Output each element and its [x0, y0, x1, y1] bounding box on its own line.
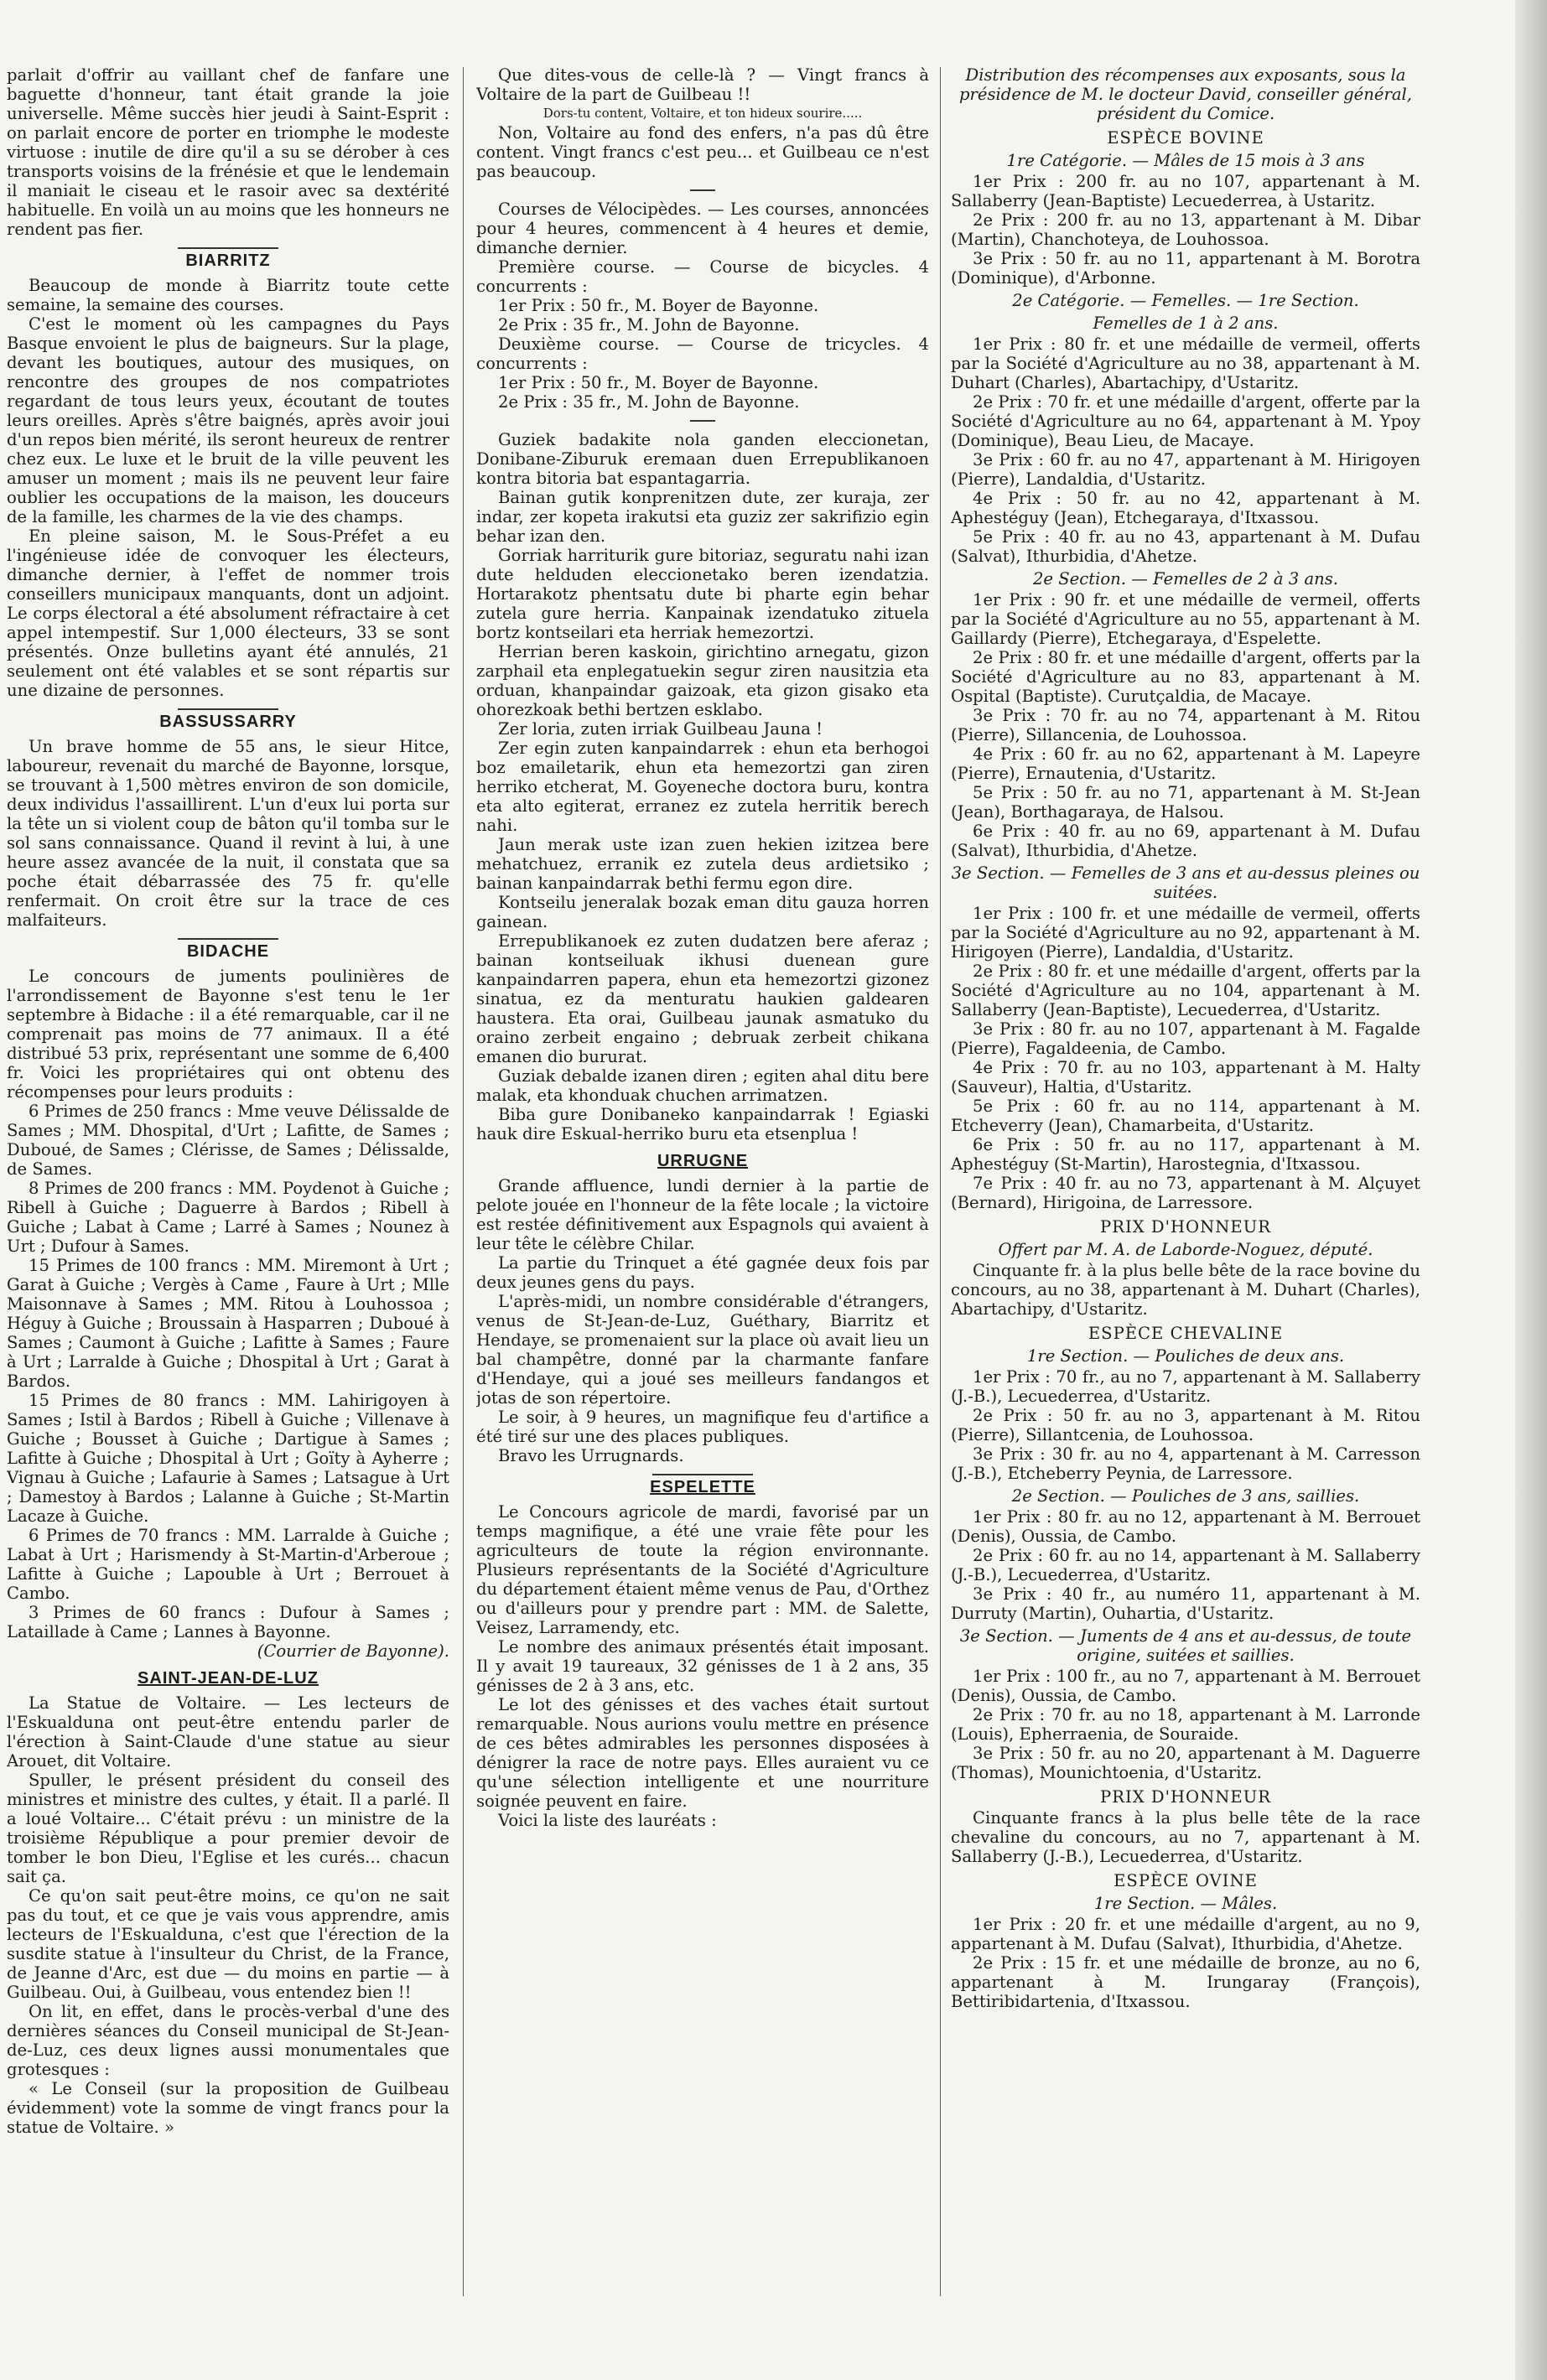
paragraph: 1er Prix : 50 fr., M. Boyer de Bayonne. [498, 373, 819, 392]
prize-entry: 6e Prix : 40 fr. au no 69, appartenant à M. Dufau (Salvat), Ithurbidia, d'Ahetze. [951, 822, 1420, 860]
section-heading: URRUGNE [657, 1152, 749, 1170]
category-heading: 2e Section. — Femelles de 2 à 3 ans. [1032, 569, 1339, 589]
paragraph: 15 Primes de 80 francs : MM. Lahirigoyen à Sames ; Istil à Bardos ; Ribell à Guiche ; Villenave à Guiche ; Bousset à Guiche ; Dartigue à Sames ; Lafitte à Guiche ; Dhospital à Urt ; Goïty à Ayherre ; Vignau à Guiche ; Lafaurie à Sames ; Latsague à Urt ; Damestoy à Bardos ; Lalanne à Guiche ; St-Martin Lacaze à Guiche. [7, 1391, 449, 1526]
prize-entry: 1er Prix : 100 fr., au no 7, appartenant à M. Berrouet (Denis), Oussia, de Cambo. [951, 1667, 1420, 1705]
prize-entry: 1er Prix : 20 fr. et une médaille d'argent, au no 9, appartenant à M. Dufau (Salvat), Ithurbidia, d'Ahetze. [951, 1915, 1420, 1953]
honour-offered-by: Offert par M. A. de Laborde-Noguez, député. [998, 1240, 1373, 1259]
paragraph: 8 Primes de 200 francs : MM. Poydenot à Guiche ; Ribell à Guiche ; Daguerre à Bardos ; Ribell à Guiche ; Labat à Came ; Larré à Sames ; Nounez à Urt ; Dufour à Sames. [7, 1179, 449, 1256]
paragraph: On lit, en effet, dans le procès-verbal d'une des dernières séances du Conseil municipal de St-Jean-de-Luz, ces deux lignes aussi monumentales que grotesques : [7, 2002, 449, 2079]
page-spine-edge [1515, 0, 1547, 2380]
paragraph: Guziek badakite nola ganden eleccionetan, Donibane-Ziburuk eremaan duen Errepublikanoen kontra bitoria bat espantagarria. [476, 430, 929, 488]
species-heading: ESPÈCE CHEVALINE [1088, 1324, 1284, 1343]
paragraph: 6 Primes de 70 francs : MM. Larralde à Guiche ; Labat à Urt ; Harismendy à St-Martin-d'Arberoue ; Lafitte à Guiche ; Lapouble à Urt ; Berrouet à Cambo. [7, 1526, 449, 1603]
category-heading: 1re Section. — Pouliches de deux ans. [1026, 1346, 1345, 1366]
paragraph: 6 Primes de 250 francs : Mme veuve Délissalde de Sames ; MM. Dhospital, d'Urt ; Lafitte, de Sames ; Duboué, de Sames ; Clérisse, de Sames ; Délissalde, de Sames. [7, 1102, 449, 1179]
column-rule [463, 67, 464, 2296]
paragraph: Kontseilu jeneralak bozak eman ditu gauza horren gainean. [476, 893, 929, 931]
category-heading: 2e Catégorie. — Femelles. — 1re Section. [1012, 291, 1359, 310]
paragraph: Spuller, le présent président du conseil des ministres et ministre des cultes, y était. Il a parlé. Il a loué Voltaire... C'était prévu : un ministre de la troisième République a pour premier devoir de tomber le bon Dieu, l'Eglise et les curés... chacun sait ça. [7, 1771, 449, 1886]
prize-entry: 2e Prix : 50 fr. au no 3, appartenant à M. Ritou (Pierre), Sillantcenia, de Louhossoa. [951, 1406, 1420, 1444]
section-heading: BASSUSSARRY [7, 708, 449, 732]
prize-entry: 3e Prix : 50 fr. au no 20, appartenant à M. Daguerre (Thomas), Mounichtoenia, d'Ustaritz. [951, 1744, 1420, 1782]
paragraph: Herrian beren kaskoin, girichtino arnegatu, gizon zarphail eta enplegatuekin segur ziren nausitzia eta orduan, khanpaindar gaizoak, eta gizon gisako eta ohorezkoak bethi bertzen esklabo. [476, 642, 929, 719]
category-heading: 3e Section. — Juments de 4 ans et au-dessus, de toute origine, suitées et saillies. [959, 1626, 1412, 1665]
prize-entry: 4e Prix : 60 fr. au no 62, appartenant à M. Lapeyre (Pierre), Ernautenia, d'Ustaritz. [951, 744, 1420, 783]
paragraph: 1er Prix : 50 fr., M. Boyer de Bayonne. [498, 296, 819, 315]
species-heading: ESPÈCE BOVINE [1107, 128, 1264, 148]
paragraph: Le nombre des animaux présentés était imposant. Il y avait 19 taureaux, 32 génisses de 1 à 2 ans, 35 génisses de 2 à 3 ans, etc. [476, 1637, 929, 1695]
prize-entry: 2e Prix : 200 fr. au no 13, appartenant à M. Dibar (Martin), Chanchoteya, de Louhossoa. [951, 210, 1420, 249]
paragraph: L'après-midi, un nombre considérable d'étrangers, venus de St-Jean-de-Luz, Guéthary, Biarritz et Hendaye, se promenaient sur la place où avait lieu un bal champêtre, donné par la charmante fanfare d'Hendaye, qui a joué ses meilleurs fandangos et jotas de son répertoire. [476, 1292, 929, 1408]
prize-entry: 7e Prix : 40 fr. au no 73, appartenant à M. Alçuyet (Bernard), Hirigoina, de Larressore. [951, 1174, 1420, 1212]
category-subheading: Femelles de 1 à 2 ans. [1093, 314, 1279, 333]
paragraph: Non, Voltaire au fond des enfers, n'a pas dû être content. Vingt francs c'est peu... et Guilbeau ce n'est pas beaucoup. [476, 123, 929, 181]
paragraph: 3 Primes de 60 francs : Dufour à Sames ; Lataillade à Came ; Lannes à Bayonne. [7, 1603, 449, 1641]
prize-entry: 5e Prix : 50 fr. au no 71, appartenant à M. St-Jean (Jean), Borthagaraya, de Halsou. [951, 783, 1420, 822]
section-heading: ESPELETTE [476, 1474, 929, 1497]
divider [690, 420, 715, 422]
divider [690, 189, 715, 191]
column-2 [476, 65, 929, 2330]
prize-entry: 3e Prix : 60 fr. au no 47, appartenant à M. Hirigoyen (Pierre), Landaldia, d'Ustaritz. [951, 450, 1420, 489]
paragraph: 2e Prix : 35 fr., M. John de Bayonne. [498, 392, 800, 412]
paragraph: Deuxième course. — Course de tricycles. 4 concurrents : [476, 334, 929, 373]
quote-line: Dors-tu content, Voltaire, et ton hideux sourire..... [542, 106, 863, 121]
section-heading: BIARRITZ [7, 247, 449, 271]
paragraph: La partie du Trinquet a été gagnée deux fois par deux jeunes gens du pays. [476, 1253, 929, 1292]
paragraph: Le soir, à 9 heures, un magnifique feu d'artifice a été tiré sur une des places publiques. [476, 1408, 929, 1446]
prize-entry: 4e Prix : 50 fr. au no 42, appartenant à M. Aphestéguy (Jean), Etchegaraya, d'Itxassou. [951, 489, 1420, 527]
prize-entry: 3e Prix : 50 fr. au no 11, appartenant à M. Borotra (Dominique), d'Arbonne. [951, 249, 1420, 288]
prize-entry: 3e Prix : 70 fr. au no 74, appartenant à M. Ritou (Pierre), Sillancenia, de Louhossoa. [951, 706, 1420, 744]
paragraph: Grande affluence, lundi dernier à la partie de pelote jouée en l'honneur de la fête locale ; la victoire est restée définitivement aux Espagnols qui avaient à leur tête le célèbre Chilar. [476, 1176, 929, 1253]
prize-entry: 1er Prix : 90 fr. et une médaille de vermeil, offerts par la Société d'Agriculture au no 55, appartenant à M. Gaillardy (Pierre), Etchegaraya, d'Espelette. [951, 590, 1420, 648]
paragraph: Zer loria, zuten irriak Guilbeau Jauna ! [498, 719, 823, 739]
column-rule [940, 67, 941, 2296]
prize-entry: 1er Prix : 70 fr., au no 7, appartenant à M. Sallaberry (J.-B.), Lecuederrea, d'Ustaritz. [951, 1367, 1420, 1406]
prize-entry: 2e Prix : 15 fr. et une médaille de bronze, au no 6, appartenant à M. Irungaray (François), Bettiribidartenia, d'Itxassou. [951, 1953, 1420, 2011]
prize-entry: Cinquante fr. à la plus belle bête de la race bovine du concours, au no 38, appartenant à M. Duhart (Charles), Abartachipy, d'Ustaritz. [951, 1261, 1420, 1319]
prize-entry: 2e Prix : 80 fr. et une médaille d'argent, offerts par la Société d'Agriculture au no 104, appartenant à M. Sallaberry (Jean-Baptiste), Lecuederrea, d'Ustaritz. [951, 962, 1420, 1019]
prize-entry: 1er Prix : 100 fr. et une médaille de vermeil, offerts par la Société d'Agriculture au no 92, appartenant à M. Hirigoyen (Pierre), Landaldia, d'Ustaritz. [951, 904, 1420, 962]
paragraph: En pleine saison, M. le Sous-Préfet a eu l'ingénieuse idée de convoquer les électeurs, dimanche dernier, à l'effet de nommer trois conseillers municipaux manquants, dont un adjoint. Le corps électoral a été absolument réfractaire à cet appel intempestif. Sur 1,000 électeurs, 33 se sont présentés. Onze bulletins ayant été annulés, 21 seulement ont été valables et se sont répartis sur une dizaine de personnes. [7, 526, 449, 700]
paragraph: Le lot des génisses et des vaches était surtout remarquable. Nous aurions voulu mettre en présence de ces bêtes admirables les personnes disposées à dénigrer la race de notre pays. Elles auraient vu ce qu'une sélection intelligente et une nourriture soignée peuvent en faire. [476, 1695, 929, 1811]
paragraph: Ce qu'on sait peut-être moins, ce qu'on ne sait pas du tout, et ce que je vais vous apprendre, amis lecteurs de l'Eskualduna, c'est que l'érection de la susdite statue à l'insulteur du Christ, de la France, de Jeanne d'Arc, est due — du moins en partie — à Guilbeau. Oui, à Guilbeau, vous entendez bien !! [7, 1886, 449, 2002]
paragraph: Errepublikanoek ez zuten dudatzen bere aferaz ; bainan kontseiluak ikhusi duenean gure kanpaindarren papera, ehun eta hemezortzi gizonez sinatua, ez da menturatu haukien galdearen haustera. Eta orai, Guilbeau jaunak asmatuko du oraino zerbeit engaino ; debruak zerbeit chikana emanen dio bururat. [476, 931, 929, 1066]
paragraph: Guziak debalde izanen diren ; egiten ahal ditu bere malak, eta khonduak chuchen arrimatzen. [476, 1066, 929, 1105]
category-heading: 1re Section. — Mâles. [1093, 1894, 1278, 1913]
category-heading: 2e Section. — Pouliches de 3 ans, saillies. [1011, 1486, 1360, 1506]
category-heading: 3e Section. — Femelles de 3 ans et au-dessus pleines ou suitées. [951, 863, 1420, 902]
paragraph: Bainan gutik konprenitzen dute, zer kuraja, zer indar, zer kopeta irakutsi eta guziz zer sakrifizio egin behar izan den. [476, 488, 929, 546]
paragraph: « Le Conseil (sur la proposition de Guilbeau évidemment) vote la somme de vingt francs pour la statue de Voltaire. » [7, 2079, 449, 2137]
prize-entry: 2e Prix : 70 fr. et une médaille d'argent, offerte par la Société d'Agriculture au no 64, appartenant à M. Ypoy (Dominique), Beau Lieu, de Macaye. [951, 392, 1420, 450]
paragraph: Première course. — Course de bicycles. 4 concurrents : [476, 257, 929, 296]
prize-entry: 2e Prix : 80 fr. et une médaille d'argent, offerts par la Société d'Agriculture au no 83, appartenant à M. Ospital (Baptiste). Curutçaldia, de Macaye. [951, 648, 1420, 706]
prize-entry: Cinquante francs à la plus belle tête de la race chevaline du concours, au no 7, appartenant à M. Sallaberry (J.-B.), Lecuederrea, d'Ustaritz. [951, 1808, 1420, 1866]
paragraph: parlait d'offrir au vaillant chef de fanfare une baguette d'honneur, tant était grande la joie universelle. Même succès hier jeudi à Saint-Esprit : on parlait encore de porter en triomphe le modeste virtuose : inutile de dire qu'il a su se dérober à ces transports voisins de la frénésie et que le lendemain il maniait le ciseau et le rasoir avec sa dextérité habituelle. En voilà un au moins que les honneurs ne rendent pas fier. [7, 65, 449, 239]
column-1 [7, 65, 449, 2330]
prize-entry: 6e Prix : 50 fr. au no 117, appartenant à M. Aphestéguy (St-Martin), Harostegnia, d'Itxassou. [951, 1135, 1420, 1174]
prize-entry: 1er Prix : 80 fr. et une médaille de vermeil, offerts par la Société d'Agriculture au no 38, appartenant à M. Duhart (Charles), Abartachipy, d'Ustaritz. [951, 334, 1420, 392]
species-heading: ESPÈCE OVINE [1114, 1871, 1258, 1890]
paragraph: Voici la liste des lauréats : [498, 1811, 717, 1830]
prize-entry: 1er Prix : 80 fr. au no 12, appartenant à M. Berrouet (Denis), Oussia, de Cambo. [951, 1507, 1420, 1546]
prize-entry: 2e Prix : 60 fr. au no 14, appartenant à M. Sallaberry (J.-B.), Lecuederrea, d'Ustaritz. [951, 1546, 1420, 1584]
prize-entry: 3e Prix : 30 fr. au no 4, appartenant à M. Carresson (J.-B.), Etcheberry Peynia, de Larressore. [951, 1444, 1420, 1483]
source-credit: (Courrier de Bayonne). [257, 1641, 449, 1661]
intro: Distribution des récompenses aux exposants, sous la présidence de M. le docteur David, conseiller général, président du Comice. [958, 65, 1412, 123]
prize-entry: 4e Prix : 70 fr. au no 103, appartenant à M. Halty (Sauveur), Haltia, d'Ustaritz. [951, 1058, 1420, 1097]
prize-entry: 3e Prix : 40 fr., au numéro 11, appartenant à M. Durruty (Martin), Ouhartia, d'Ustaritz. [951, 1584, 1420, 1623]
prize-entry: 2e Prix : 70 fr. au no 18, appartenant à M. Larronde (Louis), Epherraenia, de Souraide. [951, 1705, 1420, 1744]
section-heading: BIDACHE [7, 938, 449, 962]
paragraph: Gorriak harriturik gure bitoriaz, seguratu nahi izan dute helduden eleccionetako beren izendatzia. Hortarakotz phentsatu dute bi pharte egin behar zutela gure herria. Kanpainak izendatuko zituela bortz kontseilari eta herriak hemezortzi. [476, 546, 929, 642]
prize-entry: 3e Prix : 80 fr. au no 107, appartenant à M. Fagalde (Pierre), Fagaldeenia, de Cambo. [951, 1019, 1420, 1058]
paragraph: Le concours de juments poulinières de l'arrondissement de Bayonne s'est tenu le 1er septembre à Bidache : il a été remarquable, car il ne comprenait pas moins de 77 animaux. Il a été distribué 53 prix, représentant une somme de 6,400 fr. Voici les propriétaires qui ont obtenu des récompenses pour leurs produits : [7, 967, 449, 1102]
prize-entry: 1er Prix : 200 fr. au no 107, appartenant à M. Sallaberry (Jean-Baptiste) Lecuederrea, à Ustaritz. [951, 172, 1420, 210]
column-3 [951, 65, 1420, 2330]
paragraph: 2e Prix : 35 fr., M. John de Bayonne. [498, 315, 800, 334]
paragraph: Beaucoup de monde à Biarritz toute cette semaine, la semaine des courses. [7, 276, 449, 314]
paragraph: Zer egin zuten kanpaindarrek : ehun eta berhogoi boz emailetarik, ehun eta hemezortzi gan ziren herriko etcherat, M. Goyeneche doctora buru, kontra eta alto egiterat, erranez ez zutela herritik berech nahi. [476, 739, 929, 835]
paragraph: Biba gure Donibaneko kanpaindarrak ! Egiaski hauk dire Eskual-herriko buru eta etsenplua ! [476, 1105, 929, 1143]
paragraph: La Statue de Voltaire. — Les lecteurs de l'Eskualduna ont peut-être entendu parler de l'érection à Saint-Claude d'une statue au sieur Arouet, dit Voltaire. [7, 1693, 449, 1771]
paragraph: Courses de Vélocipèdes. — Les courses, annoncées pour 4 heures, commencent à 4 heures et demie, dimanche dernier. [476, 200, 929, 257]
prize-entry: 5e Prix : 60 fr. au no 114, appartenant à M. Etcheverry (Jean), Chamarbeita, d'Ustaritz. [951, 1097, 1420, 1135]
paragraph: 15 Primes de 100 francs : MM. Miremont à Urt ; Garat à Guiche ; Vergès à Came , Faure à Urt ; Mlle Maisonnave à Sames ; MM. Ritou à Louhossoa ; Héguy à Guiche ; Broussain à Hasparren ; Duboué à Sames ; Caumont à Guiche ; Lafitte à Sames ; Faure à Urt ; Larralde à Guiche ; Dhospital à Urt ; Garat à Bardos. [7, 1256, 449, 1391]
prize-entry: 5e Prix : 40 fr. au no 43, appartenant à M. Dufau (Salvat), Ithurbidia, d'Ahetze. [951, 527, 1420, 566]
paragraph: Jaun merak uste izan zuen hekien izitzea bere mehatchuez, erranik ez zutela deus ardietsiko ; bainan kanpaindarrak bethi fermu egon dire. [476, 835, 929, 893]
paragraph: Que dites-vous de celle-là ? — Vingt francs à Voltaire de la part de Guilbeau !! [476, 65, 929, 104]
honour-heading: PRIX D'HONNEUR [1100, 1217, 1271, 1237]
paragraph: C'est le moment où les campagnes du Pays Basque envoient le plus de baigneurs. Sur la plage, devant les boutiques, autour des musiques, on rencontre des groupes de nos compatriotes regardant de tous leurs yeux, écoutant de toutes leurs oreilles. Après s'être baignés, après avoir joui d'un repos bien mérité, ils seront heureux de rentrer chez eux. Le luxe et le bruit de la ville peuvent les amuser un moment ; mais ils ne peuvent leur faire oublier les occupations de la maison, les douceurs de la famille, les charmes de la vie des champs. [7, 314, 449, 526]
honour-heading: PRIX D'HONNEUR [1100, 1787, 1271, 1807]
category-heading: 1re Catégorie. — Mâles de 15 mois à 3 ans [1006, 151, 1365, 170]
paragraph: Le Concours agricole de mardi, favorisé par un temps magnifique, a été une vraie fête pour les agriculteurs de toute la région environnante. Plusieurs représentants de la Société d'Agriculture du département étaient même venus de Pau, d'Orthez ou d'ailleurs pour y prendre part : MM. de Salette, Veisez, Larramendy, etc. [476, 1502, 929, 1637]
section-heading: SAINT-JEAN-DE-LUZ [138, 1669, 319, 1688]
paragraph: Un brave homme de 55 ans, le sieur Hitce, laboureur, revenait du marché de Bayonne, lorsque, se trouvant à 1,500 mètres environ de son domicile, deux individus l'assaillirent. L'un d'eux lui porta sur la tête un si violent coup de bâton qu'il tomba sur le sol sans connaissance. Quand il revint à lui, à une heure assez avancée de la nuit, il constata que sa poche était débarrassée des 75 fr. qu'elle renfermait. On croit être sur la trace de ces malfaiteurs. [7, 737, 449, 930]
paragraph: Bravo les Urrugnards. [498, 1446, 684, 1465]
